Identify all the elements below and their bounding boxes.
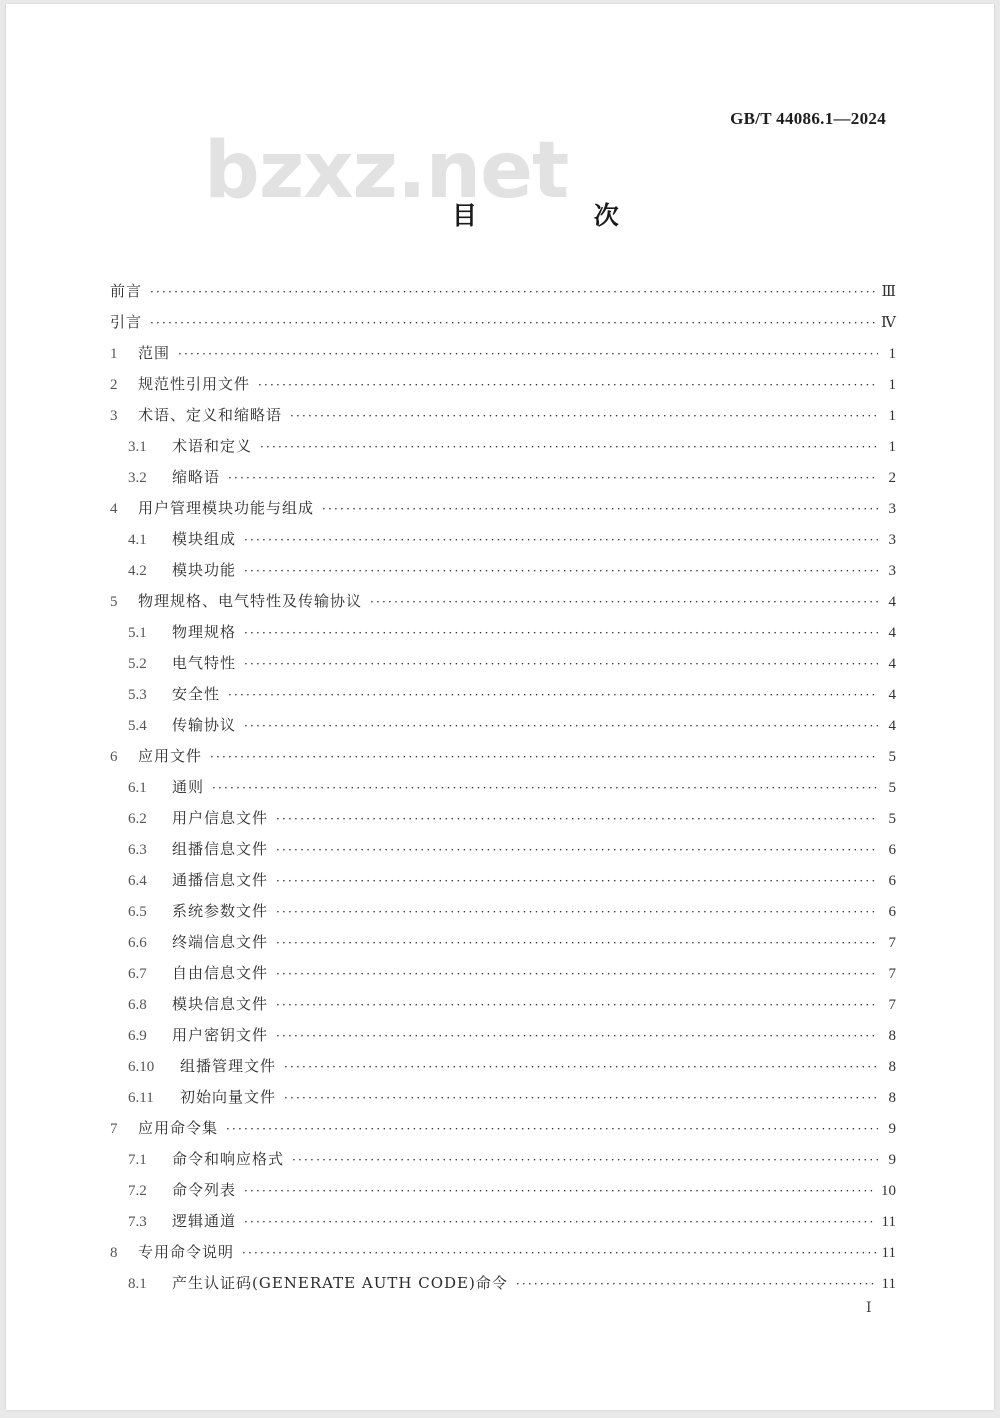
toc-entry-page: 4	[888, 656, 896, 672]
toc-entry-label: 专用命令说明	[138, 1243, 235, 1261]
toc-entry-label: 模块功能	[172, 561, 237, 579]
dot-leader	[276, 928, 878, 959]
toc-entry-number: 3	[110, 408, 118, 424]
toc-entry-page: 1	[888, 408, 896, 424]
toc-entry-label: 通则	[172, 778, 205, 796]
toc-entry-number: 6.7	[128, 966, 147, 982]
toc-entry-label: 物理规格、电气特性及传输协议	[138, 592, 363, 610]
toc-entry-number: 2	[110, 377, 118, 393]
toc-entry-page: 3	[888, 532, 896, 548]
toc-entry-number: 6.3	[128, 842, 147, 858]
toc-entry[interactable]	[110, 524, 896, 555]
dot-leader	[244, 649, 878, 680]
toc-entry-number: 6.1	[128, 780, 147, 796]
toc-entry[interactable]	[110, 865, 896, 896]
toc-entry-label: 传输协议	[172, 716, 237, 734]
toc-entry-label: 术语、定义和缩略语	[138, 406, 283, 424]
dot-leader	[244, 1207, 876, 1238]
toc-entry[interactable]	[110, 555, 896, 586]
toc-entry[interactable]	[110, 1237, 896, 1268]
toc-entry[interactable]	[110, 772, 896, 803]
toc-entry-number: 5.1	[128, 625, 147, 641]
toc-entry[interactable]	[110, 431, 896, 462]
dot-leader	[370, 587, 878, 618]
toc-entry-number: 7	[110, 1121, 118, 1137]
toc-entry[interactable]	[110, 617, 896, 648]
toc-entry-page: 11	[881, 1276, 896, 1292]
toc-entry-page: 5	[888, 811, 896, 827]
toc-entry[interactable]	[110, 958, 896, 989]
toc-entry-page: 3	[888, 563, 896, 579]
toc-entry-page: 1	[888, 346, 896, 362]
toc-entry-number: 7.3	[128, 1214, 147, 1230]
toc-entry-label: 模块组成	[172, 530, 237, 548]
toc-entry[interactable]	[110, 741, 896, 772]
toc-entry-label: 系统参数文件	[172, 902, 269, 920]
toc-entry-number: 8	[110, 1245, 118, 1261]
toc-entry-number: 6.4	[128, 873, 147, 889]
toc-entry-label: 初始向量文件	[180, 1088, 277, 1106]
toc-entry-number: 5.2	[128, 656, 147, 672]
toc-entry-number: 6.9	[128, 1028, 147, 1044]
toc-entry-label: 前言	[110, 282, 143, 300]
toc-entry-page: 1	[888, 439, 896, 455]
toc-entry-label: 用户密钥文件	[172, 1026, 269, 1044]
toc-entry-number: 4.2	[128, 563, 147, 579]
toc-entry[interactable]	[110, 586, 896, 617]
dot-leader	[276, 866, 878, 897]
dot-leader	[284, 1083, 878, 1114]
dot-leader	[276, 1021, 878, 1052]
toc-entry-page: 1	[888, 377, 896, 393]
dot-leader	[284, 1052, 878, 1083]
dot-leader	[258, 370, 878, 401]
dot-leader	[516, 1269, 876, 1300]
toc-entry-page: 5	[888, 780, 896, 796]
toc-entry[interactable]	[110, 493, 896, 524]
toc-entry-page: 7	[888, 935, 896, 951]
toc-entry[interactable]	[110, 276, 896, 307]
toc-entry-number: 5	[110, 594, 118, 610]
dot-leader	[226, 1114, 878, 1145]
dot-leader	[228, 680, 878, 711]
toc-entry-label: 产生认证码(GENERATE AUTH CODE)命令	[172, 1274, 508, 1292]
toc-entry[interactable]	[110, 338, 896, 369]
dot-leader	[244, 1176, 875, 1207]
toc-entry[interactable]	[110, 1268, 896, 1299]
toc-entry-number: 7.2	[128, 1183, 147, 1199]
toc-entry-page: 11	[881, 1245, 896, 1261]
toc-entry-label: 电气特性	[172, 654, 237, 672]
toc-entry-number: 3.1	[128, 439, 147, 455]
toc-entry-label: 逻辑通道	[172, 1212, 237, 1230]
dot-leader	[244, 711, 878, 742]
toc-entry-page: 8	[888, 1028, 896, 1044]
toc-entry-number: 6.5	[128, 904, 147, 920]
toc-entry-page: 5	[888, 749, 896, 765]
toc-entry[interactable]	[110, 834, 896, 865]
toc-entry[interactable]	[110, 896, 896, 927]
toc-entry[interactable]	[110, 1175, 896, 1206]
toc-entry-page: 3	[888, 501, 896, 517]
toc-entry-page: Ⅳ	[881, 315, 896, 331]
dot-leader	[276, 959, 878, 990]
dot-leader	[276, 804, 878, 835]
toc-entry-number: 1	[110, 346, 118, 362]
toc-entry-page: 4	[888, 687, 896, 703]
toc-entry[interactable]	[110, 803, 896, 834]
toc-entry-page: 6	[888, 842, 896, 858]
toc-entry[interactable]	[110, 1082, 896, 1113]
toc-entry-label: 组播信息文件	[172, 840, 269, 858]
standard-code: GB/T 44086.1—2024	[730, 109, 886, 128]
toc-entry-label: 规范性引用文件	[138, 375, 251, 393]
dot-leader	[244, 525, 878, 556]
dot-leader	[290, 401, 878, 432]
toc-entry-page: 9	[888, 1121, 896, 1137]
toc-entry[interactable]	[110, 1206, 896, 1237]
dot-leader	[210, 742, 878, 773]
dot-leader	[212, 773, 878, 804]
toc-title: 目 次	[452, 201, 673, 230]
dot-leader	[178, 339, 878, 370]
toc-entry[interactable]	[110, 307, 896, 338]
table-of-contents	[110, 276, 896, 1299]
dot-leader	[242, 1238, 876, 1269]
toc-entry-label: 范围	[138, 344, 171, 362]
toc-entry-number: 5.4	[128, 718, 147, 734]
dot-leader	[276, 990, 878, 1021]
toc-entry-page: 7	[888, 966, 896, 982]
toc-entry-page: 8	[888, 1059, 896, 1075]
toc-entry-page: 6	[888, 873, 896, 889]
toc-entry-label: 用户信息文件	[172, 809, 269, 827]
page-folio: Ⅰ	[866, 1301, 872, 1316]
toc-entry-number: 5.3	[128, 687, 147, 703]
toc-entry-label: 命令和响应格式	[172, 1150, 285, 1168]
toc-entry-page: 4	[888, 625, 896, 641]
toc-entry[interactable]	[110, 1144, 896, 1175]
dot-leader	[244, 618, 878, 649]
toc-entry[interactable]	[110, 679, 896, 710]
toc-entry[interactable]	[110, 1020, 896, 1051]
toc-entry-number: 6.11	[128, 1090, 154, 1106]
toc-entry[interactable]	[110, 462, 896, 493]
toc-entry[interactable]	[110, 710, 896, 741]
toc-entry-number: 4.1	[128, 532, 147, 548]
toc-entry-label: 自由信息文件	[172, 964, 269, 982]
toc-entry-label: 物理规格	[172, 623, 237, 641]
toc-entry[interactable]	[110, 400, 896, 431]
dot-leader	[276, 835, 878, 866]
toc-entry[interactable]	[110, 1113, 896, 1144]
toc-entry-label: 用户管理模块功能与组成	[138, 499, 315, 517]
toc-entry-label: 安全性	[172, 685, 221, 703]
dot-leader	[150, 308, 875, 339]
dot-leader	[150, 277, 876, 308]
toc-entry[interactable]	[110, 989, 896, 1020]
toc-entry-page: 4	[888, 718, 896, 734]
dot-leader	[322, 494, 878, 525]
toc-entry[interactable]	[110, 927, 896, 958]
toc-entry-page: 7	[888, 997, 896, 1013]
toc-entry-page: 4	[888, 594, 896, 610]
dot-leader	[276, 897, 878, 928]
toc-entry-number: 6.2	[128, 811, 147, 827]
toc-entry-number: 6.10	[128, 1059, 155, 1075]
toc-entry-label: 模块信息文件	[172, 995, 269, 1013]
toc-entry-label: 术语和定义	[172, 437, 253, 455]
toc-entry-number: 6	[110, 749, 118, 765]
toc-entry-label: 应用文件	[138, 747, 203, 765]
toc-entry-label: 通播信息文件	[172, 871, 269, 889]
toc-entry-number: 6.8	[128, 997, 147, 1013]
toc-entry-label: 组播管理文件	[180, 1057, 277, 1075]
toc-entry-number: 7.1	[128, 1152, 147, 1168]
toc-entry-page: 6	[888, 904, 896, 920]
toc-entry-page: 2	[888, 470, 896, 486]
toc-entry-label: 终端信息文件	[172, 933, 269, 951]
toc-entry-page: 10	[881, 1183, 896, 1199]
toc-entry-page: Ⅲ	[881, 284, 896, 300]
toc-entry[interactable]	[110, 369, 896, 400]
toc-entry-label: 引言	[110, 313, 143, 331]
toc-entry[interactable]	[110, 648, 896, 679]
toc-entry-label: 缩略语	[172, 468, 221, 486]
dot-leader	[228, 463, 878, 494]
watermark: bzxz.net	[204, 126, 569, 216]
toc-entry-page: 11	[881, 1214, 896, 1230]
toc-entry-page: 8	[888, 1090, 896, 1106]
toc-entry-number: 4	[110, 501, 118, 517]
toc-entry-number: 3.2	[128, 470, 147, 486]
dot-leader	[292, 1145, 878, 1176]
dot-leader	[244, 556, 878, 587]
toc-entry-label: 应用命令集	[138, 1119, 219, 1137]
document-page	[6, 4, 994, 1410]
toc-entry-page: 9	[888, 1152, 896, 1168]
toc-entry-number: 8.1	[128, 1276, 147, 1292]
toc-entry-number: 6.6	[128, 935, 147, 951]
toc-entry-label: 命令列表	[172, 1181, 237, 1199]
toc-entry[interactable]	[110, 1051, 896, 1082]
dot-leader	[260, 432, 878, 463]
